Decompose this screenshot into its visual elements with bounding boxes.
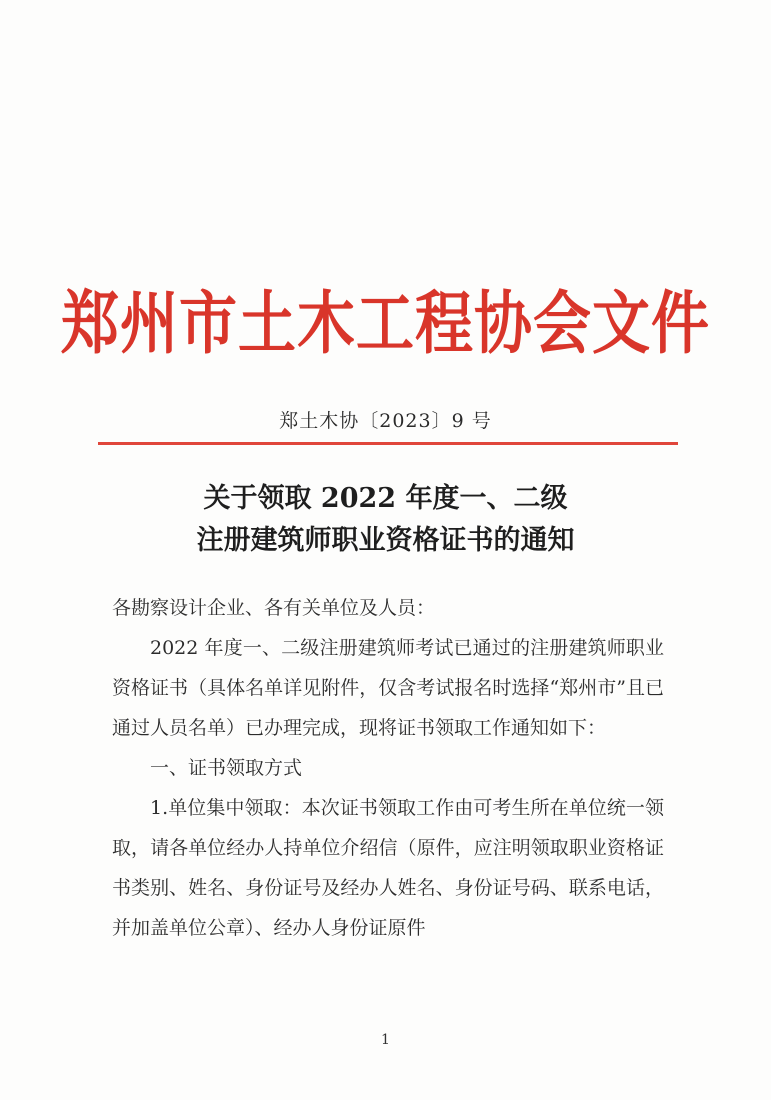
notice-body (112, 588, 664, 948)
body-paragraph: 1.单位集中领取：本次证书领取工作由可考生所在单位统一领取，请各单位经办人持单位介绍信（原件，应注明领取职业资格证书类别、姓名、身份证号及经办人姓名、身份证号码、联系电话，并加盖单位公章）、经办人身份证原件 (112, 797, 664, 939)
notice-title-line-2: 注册建筑师职业资格证书的通知 (196, 525, 575, 556)
notice-title (0, 478, 771, 562)
notice-title-line-1: 关于领取 2022 年度一、二级 (203, 483, 568, 514)
page-number: 1 (381, 1032, 390, 1048)
document-masthead: 郑州市土木工程协会文件 (60, 283, 710, 364)
red-divider-line (98, 442, 678, 445)
section-heading: 一、证书领取方式 (150, 757, 303, 779)
document-number: 郑土木协〔2023〕9 号 (279, 410, 492, 432)
salutation: 各勘察设计企业、各有关单位及人员： (112, 597, 436, 619)
body-paragraph: 2022 年度一、二级注册建筑师考试已通过的注册建筑师职业资格证书（具体名单详见附件，仅含考试报名时选择“郑州市”且已通过人员名单）已办理完成，现将证书领取工作通知如下： (112, 637, 664, 739)
